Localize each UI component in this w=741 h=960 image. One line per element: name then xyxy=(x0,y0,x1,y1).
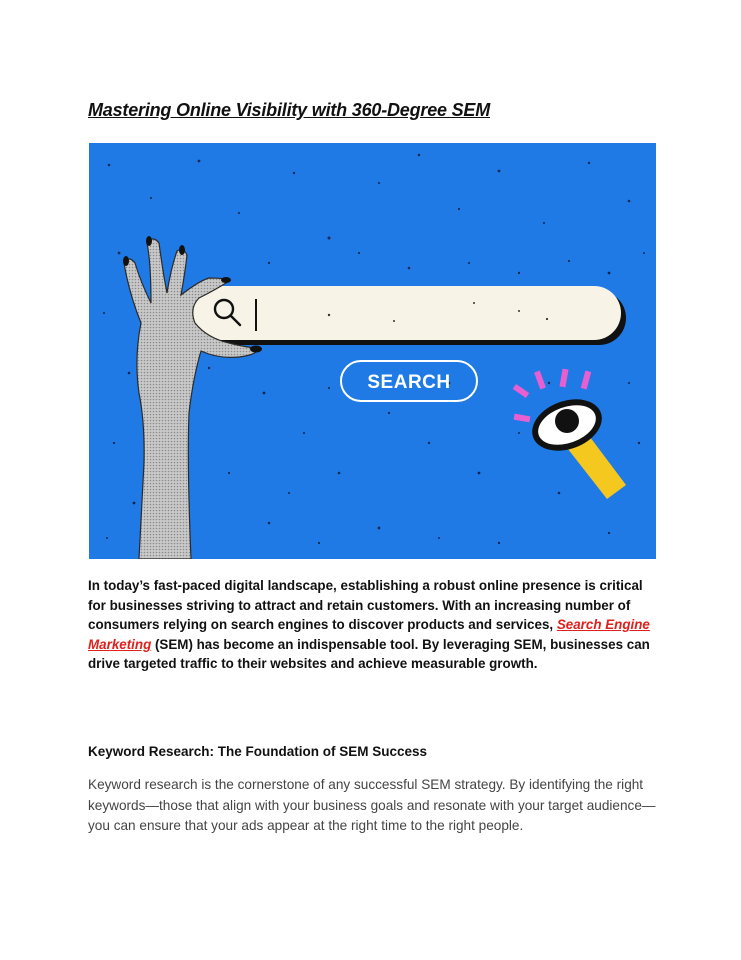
intro-text-after-link: (SEM) has become an indispensable tool. By leveraging SEM, businesses can drive targeted traffic to their websites and achieve measurable growth. xyxy=(88,636,650,671)
search-button-label: SEARCH xyxy=(367,372,451,393)
hero-image xyxy=(89,143,656,559)
intro-paragraph xyxy=(88,576,663,674)
sem-link[interactable]: Search Engine Marketing xyxy=(88,617,650,652)
section-body: Keyword research is the cornerstone of any successful SEM strategy. By identifying the right keywords—those that align with your business goals and resonate with your target audience—you can ensure that your ads appear at the right time to the right people. xyxy=(88,777,656,833)
search-bar xyxy=(193,286,626,345)
section-heading: Keyword Research: The Foundation of SEM Success xyxy=(88,744,428,759)
intro-text-before-link: In today’s fast-paced digital landscape, establishing a robust online presence is critical for businesses striving to attract and retain customers. With an increasing number of consumers relying on search engines to discover products and services, xyxy=(88,578,643,632)
page-title: Mastering Online Visibility with 360-Degree SEM xyxy=(88,100,491,120)
